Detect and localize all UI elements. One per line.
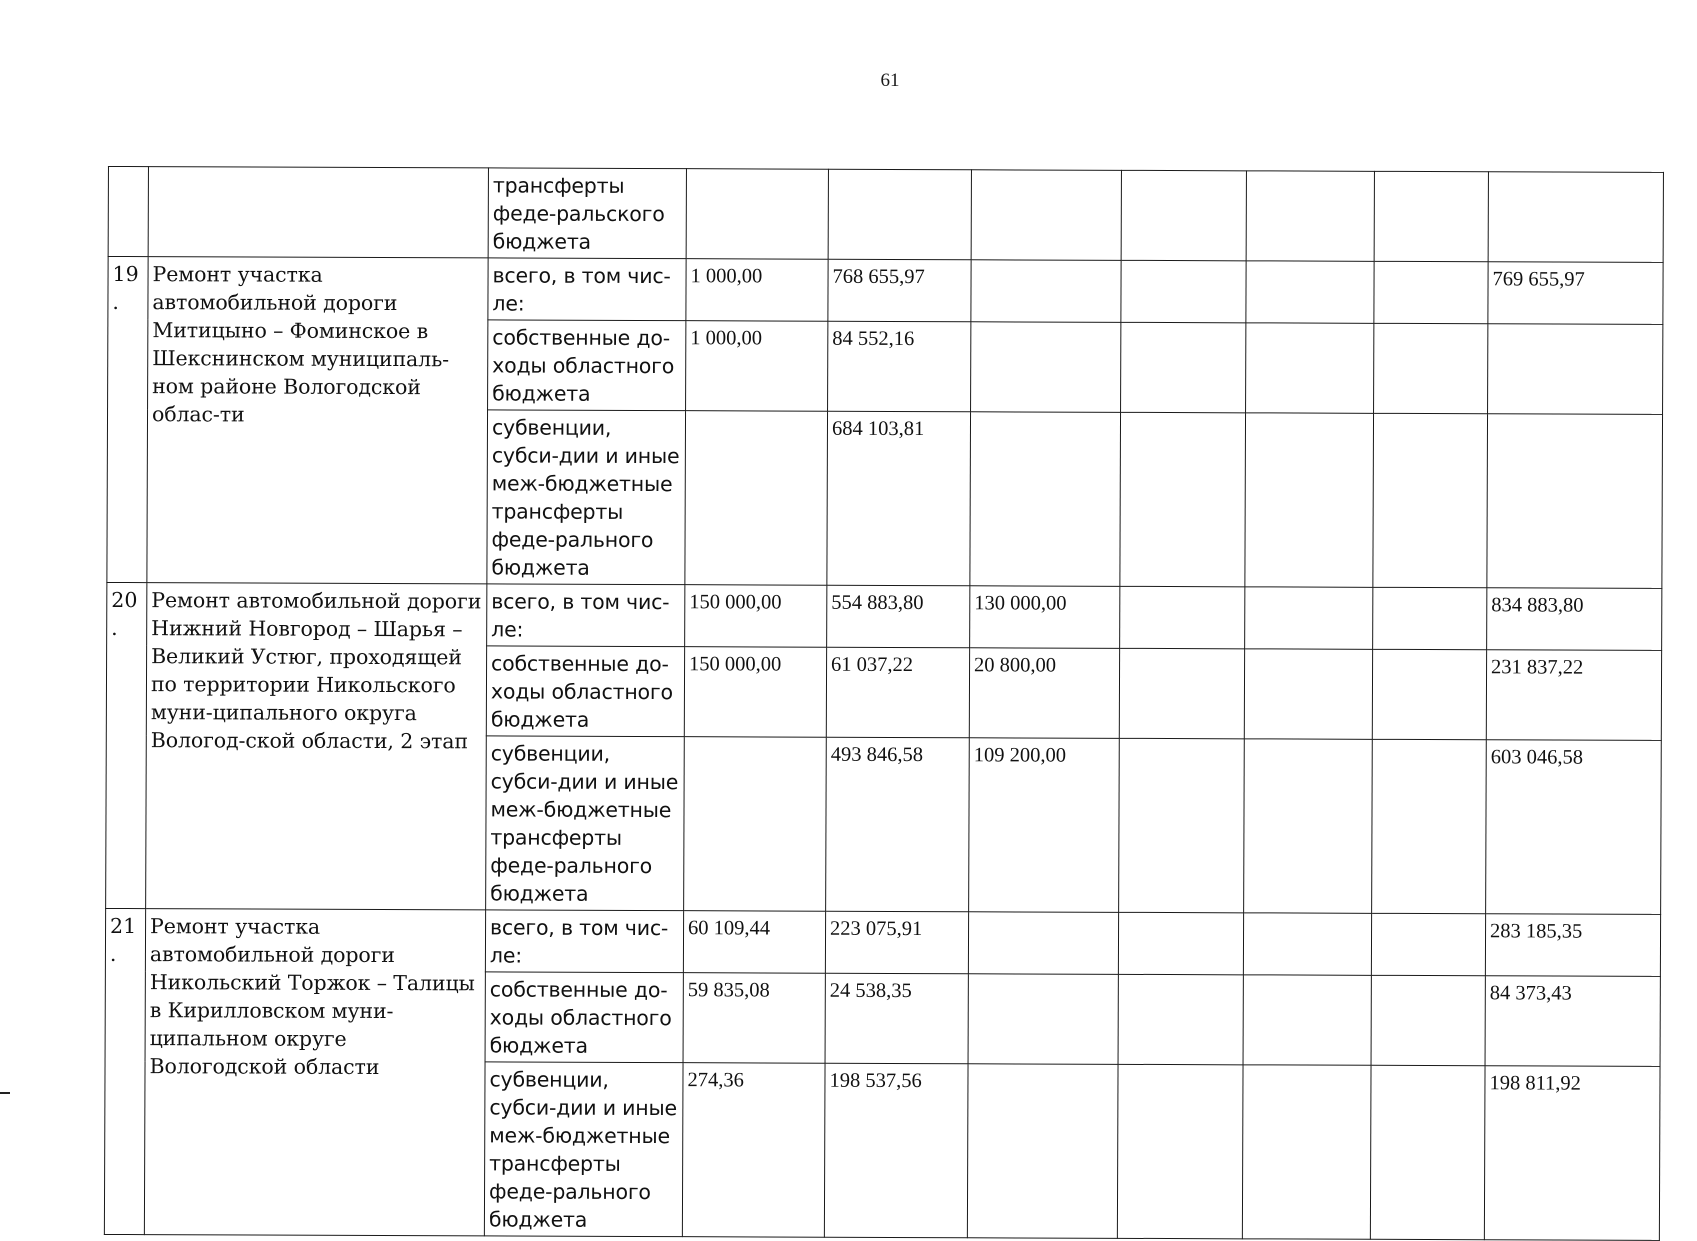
funding-source-cell: субвенции, субси-дии и иные меж-бюджетные трансферты феде-рального бюджета <box>487 410 686 585</box>
amount-cell <box>1374 261 1488 323</box>
amount-cell: 84 552,16 <box>828 321 971 412</box>
amount-cell: 59 835,08 <box>683 973 825 1064</box>
amount-cell <box>1121 170 1246 260</box>
amount-cell: 223 075,91 <box>825 911 968 974</box>
funding-source-cell: собственные до-ходы областного бюджета <box>488 320 686 411</box>
funding-source-cell: собственные до-ходы областного бюджета <box>485 972 683 1063</box>
total-amount-cell <box>1488 324 1663 415</box>
amount-cell <box>971 170 1121 261</box>
funding-source-cell: собственные до-ходы областного бюджета <box>486 646 684 737</box>
amount-cell: 1 000,00 <box>686 259 828 322</box>
amount-cell <box>1246 323 1374 413</box>
amount-cell <box>1370 1065 1485 1239</box>
amount-cell <box>967 1064 1118 1239</box>
amount-cell <box>971 322 1121 413</box>
total-amount-cell: 603 046,58 <box>1486 740 1662 915</box>
amount-cell <box>1121 260 1246 322</box>
funding-source-cell: всего, в том чис-ле: <box>488 258 686 321</box>
amount-cell <box>1118 912 1243 974</box>
amount-cell: 109 200,00 <box>969 738 1120 913</box>
funding-source-cell: субвенции, субси-дии и иные меж-бюджетные трансферты феде-рального бюджета <box>484 1062 683 1237</box>
funding-source-cell: всего, в том чис-ле: <box>485 910 683 973</box>
object-name-cell <box>148 167 488 258</box>
amount-cell <box>1120 412 1246 586</box>
amount-cell <box>1373 587 1487 649</box>
budget-table <box>104 166 1664 1241</box>
total-amount-cell: 283 185,35 <box>1485 914 1660 977</box>
amount-cell <box>1245 587 1373 649</box>
amount-cell: 554 883,80 <box>827 585 970 648</box>
amount-cell: 768 655,97 <box>828 259 971 322</box>
total-amount-cell: 769 655,97 <box>1488 262 1663 325</box>
total-amount-cell: 834 883,80 <box>1487 588 1662 651</box>
amount-cell <box>1119 648 1244 738</box>
funding-source-cell: трансферты феде-ральского бюджета <box>488 168 686 259</box>
amount-cell <box>1243 975 1371 1065</box>
amount-cell: 20 800,00 <box>969 648 1119 739</box>
amount-cell: 24 538,35 <box>825 973 968 1064</box>
amount-cell: 198 537,56 <box>824 1063 968 1238</box>
table-body <box>104 166 1663 1240</box>
total-amount-cell: 231 837,22 <box>1486 650 1661 741</box>
amount-cell <box>1371 913 1485 975</box>
amount-cell <box>1244 649 1372 739</box>
amount-cell <box>970 412 1121 587</box>
object-name-cell: Ремонт участка автомобильной дороги Митицыно – Фоминское в Шекснинском муниципаль-ном районе Вологодской облас-ти <box>147 257 488 584</box>
amount-cell: 493 846,58 <box>826 737 970 912</box>
margin-mark <box>0 1092 10 1094</box>
row-number-cell: 19. <box>107 256 148 582</box>
row-number-cell: 21. <box>104 908 145 1234</box>
object-name-cell: Ремонт автомобильной дороги Нижний Новгород – Шарья – Великий Устюг, проходящей по территории Никольского муни-ципального округа Вологод-ской области, 2 этап <box>146 583 487 910</box>
total-amount-cell: 84 373,43 <box>1485 976 1660 1067</box>
amount-cell: 150 000,00 <box>684 647 826 738</box>
amount-cell: 274,36 <box>682 1063 825 1238</box>
amount-cell <box>1374 171 1488 261</box>
row-number-cell <box>108 166 148 256</box>
amount-cell <box>828 169 971 260</box>
amount-cell: 150 000,00 <box>685 585 827 648</box>
amount-cell <box>1372 739 1487 913</box>
amount-cell: 684 103,81 <box>827 411 971 586</box>
amount-cell <box>684 737 827 912</box>
amount-cell <box>1242 1065 1371 1239</box>
amount-cell <box>1371 975 1485 1065</box>
total-amount-cell: 198 811,92 <box>1484 1066 1660 1241</box>
row-number-cell: 20. <box>106 582 147 908</box>
amount-cell: 61 037,22 <box>826 647 969 738</box>
amount-cell: 130 000,00 <box>970 586 1120 649</box>
total-amount-cell <box>1487 414 1663 589</box>
amount-cell <box>1488 172 1663 263</box>
table-row <box>108 256 1663 324</box>
amount-cell <box>968 912 1118 975</box>
funding-source-cell: субвенции, субси-дии и иные меж-бюджетные трансферты феде-рального бюджета <box>486 736 685 911</box>
amount-cell <box>686 169 828 260</box>
amount-cell <box>1246 171 1374 261</box>
amount-cell: 60 109,44 <box>683 911 825 974</box>
amount-cell <box>1118 974 1243 1064</box>
amount-cell <box>1120 586 1245 648</box>
amount-cell <box>1117 1064 1243 1238</box>
amount-cell <box>968 974 1118 1065</box>
amount-cell <box>971 260 1121 323</box>
amount-cell <box>1372 649 1486 739</box>
amount-cell <box>1374 323 1488 413</box>
table-row-continuation <box>108 166 1663 262</box>
amount-cell <box>685 411 828 586</box>
amount-cell: 1 000,00 <box>686 321 828 412</box>
amount-cell <box>1246 261 1374 323</box>
table-row <box>107 582 1662 650</box>
object-name-cell: Ремонт участка автомобильной дороги Никольский Торжок – Талицы в Кирилловском муни-ципальном округе Вологодской области <box>144 909 485 1236</box>
amount-cell <box>1245 413 1374 587</box>
amount-cell <box>1121 322 1246 412</box>
amount-cell <box>1373 413 1488 587</box>
table-row <box>105 908 1660 976</box>
amount-cell <box>1243 913 1371 975</box>
funding-source-cell: всего, в том чис-ле: <box>487 584 685 647</box>
page-number: 61 <box>880 70 900 91</box>
amount-cell <box>1119 738 1245 912</box>
amount-cell <box>1244 739 1373 913</box>
